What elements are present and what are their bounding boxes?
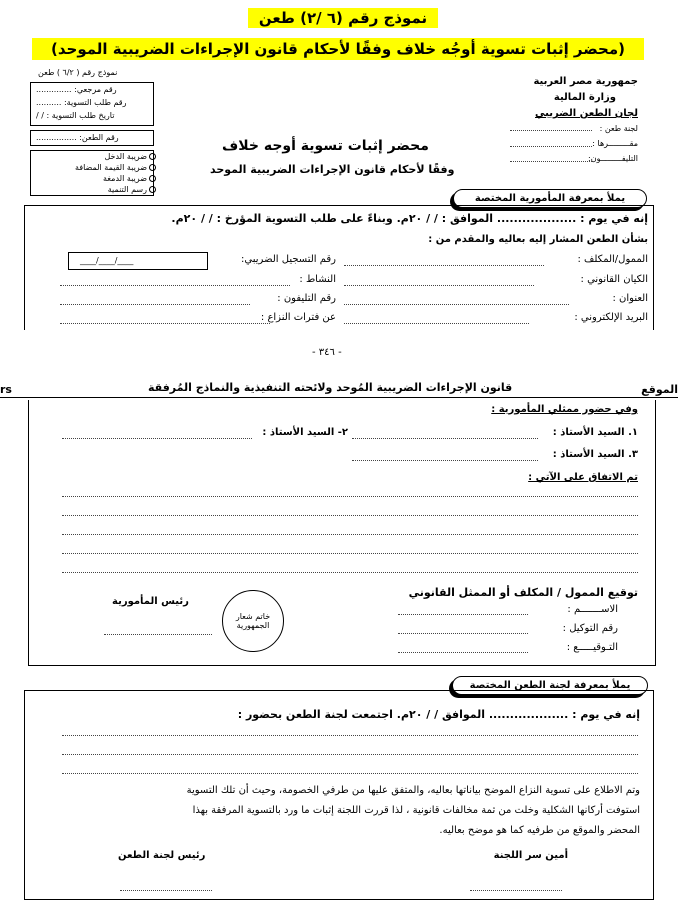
name-line[interactable]: [398, 614, 528, 615]
appeal-number: رقم الطعن: ................: [36, 133, 119, 142]
form-subtitle: (محضر إثبات تسوية أوجُه خلاف وفقًا لأحكام قانون الإجراءات الضريبية الموحد): [32, 38, 644, 60]
republic-seal: خاتم شعار الجمهورية: [222, 590, 284, 652]
decision-paragraph-3: المحضر والموقع من طرفيه كما هو موضح بعاليه.: [439, 825, 640, 836]
reference-number: رقم مرجعي: ..............: [36, 85, 117, 94]
name-label: الاســـــــم :: [567, 604, 618, 615]
chair-label: رئيس لجنة الطعن: [118, 850, 206, 861]
agreed-label: تم الاتفاق على الآتي :: [528, 472, 638, 483]
tax-reg-value: ____/____/____: [80, 256, 134, 265]
tax-stamp[interactable]: ضريبة الدمغة: [103, 174, 156, 183]
section3-line1: إنه في يوم : ................... الموافق / / ٢٠م. اجتمعت لجنة الطعن بحضور :: [237, 708, 640, 721]
section1-line1: إنه في يوم : ................... الموافق : / / ٢٠م. وبناءً على طلب التسوية المؤرخ : / / ٢٠م.: [171, 212, 648, 225]
hq-label: مقـــــــــرها :: [592, 139, 638, 148]
running-header-left: rs: [0, 383, 12, 396]
secretary-label: أمين سر اللجنة: [493, 850, 568, 861]
legal-entity-label: الكيان القانوني :: [580, 274, 648, 285]
activity-label: النشاط :: [299, 274, 336, 285]
main-title: محضر إثبات تسوية أوجه خلاف: [222, 138, 429, 154]
settlement-request-date: تاريخ طلب التسوية : / /: [36, 111, 115, 120]
small-form-number: نموذج رقم ( ٦/٢ ) طعن: [38, 68, 118, 77]
address-line[interactable]: [344, 304, 569, 305]
committee-line-2[interactable]: [62, 754, 638, 755]
committees-name: لجان الطعن الضريبي: [535, 108, 638, 119]
running-header-rule: [0, 397, 678, 398]
radio-icon[interactable]: [149, 153, 156, 160]
section3-tab: يملأ بمعرفة لجنة الطعن المختصة: [452, 676, 648, 695]
radio-icon[interactable]: [149, 186, 156, 193]
phone-line: [510, 161, 592, 162]
agreement-line-2[interactable]: [62, 515, 638, 516]
attendance-label: وفي حضور ممثلي المأمورية :: [491, 404, 638, 415]
activity-line[interactable]: [60, 285, 290, 286]
republic-name: جمهورية مصر العربية: [533, 76, 638, 87]
mr1-line[interactable]: [352, 438, 538, 439]
agreement-line-3[interactable]: [62, 534, 638, 535]
dispute-periods-label: عن فترات النزاع :: [260, 312, 336, 323]
running-header-center: قانون الإجراءات الضريبية المُوحد ولائحته التنفيذية والنماذج المُرفقة: [148, 381, 513, 394]
section1-tab: يملأ بمعرفة المأمورية المختصة: [453, 189, 647, 208]
power-no-line[interactable]: [398, 633, 528, 634]
committee-line: [510, 130, 592, 131]
tax-reg-label: رقم التسجيل الضريبي:: [241, 254, 336, 265]
mr1-label: ١. السيد الأستاذ :: [552, 427, 638, 438]
ministry-name: وزارة المالية: [553, 92, 616, 103]
legal-entity-line[interactable]: [344, 285, 534, 286]
mr3-label: ٣. السيد الأستاذ :: [552, 449, 638, 460]
mr3-line[interactable]: [352, 460, 538, 461]
signature-line[interactable]: [398, 652, 528, 653]
section1-line2: بشأن الطعن المشار إليه بعاليه والمقدم من :: [428, 234, 648, 245]
tax-income[interactable]: ضريبة الدخل: [104, 152, 156, 161]
signature-label: التـوقيـــــع :: [566, 642, 618, 653]
email-line[interactable]: [344, 323, 529, 324]
mr2-label: ٢- السيد الأستاذ :: [262, 427, 348, 438]
office-head-label: رئيس المأمورية: [112, 596, 189, 607]
secretary-line[interactable]: [470, 890, 562, 891]
agreement-line-1[interactable]: [62, 496, 638, 497]
phone-label: التليفـــــــــون:: [588, 154, 638, 163]
signature-title: توقيع الممول / المكلف أو الممثل القانوني: [408, 586, 638, 599]
page-number: - ٣٤٦ -: [312, 347, 342, 358]
phone-number-line[interactable]: [60, 304, 250, 305]
power-no-label: رقم التوكيل :: [562, 623, 618, 634]
tax-vat[interactable]: ضريبة القيمة المضافة: [75, 163, 156, 172]
taxpayer-label: الممول/المكلف :: [577, 254, 648, 265]
radio-icon[interactable]: [149, 164, 156, 171]
committee-label: لجنة طعن :: [599, 124, 638, 133]
committee-line-3[interactable]: [62, 773, 638, 774]
form-title: نموذج رقم (٦ /٢) طعن: [248, 8, 438, 28]
radio-icon[interactable]: [149, 175, 156, 182]
hq-line: [510, 146, 592, 147]
phone-number-label: رقم التليفون :: [277, 293, 336, 304]
dispute-periods-line[interactable]: [60, 323, 270, 324]
taxpayer-line[interactable]: [344, 265, 544, 266]
decision-paragraph-1: وتم الاطلاع على تسوية النزاع الموضح بياناتها بعاليه، والمتفق عليها من طرفي الخصومة، وحيث أن تلك التسوية: [186, 785, 640, 796]
address-label: العنوان :: [612, 293, 648, 304]
office-head-line[interactable]: [104, 634, 212, 635]
agreement-line-5[interactable]: [62, 572, 638, 573]
chair-line[interactable]: [120, 890, 212, 891]
main-subtitle: وفقًا لأحكام قانون الإجراءات الضريبية الموحد: [210, 163, 455, 176]
decision-paragraph-2: استوفت أركانها الشكلية وخلت من ثمة مخالفات قانونية ، لذا قررت اللجنة إثبات ما ورد بالتسوية المرفقة بهذا: [192, 805, 640, 816]
running-header-right: الموقع: [641, 383, 678, 396]
settlement-request-number: رقم طلب التسوية: ..........: [36, 98, 127, 107]
tax-development[interactable]: رسم التنمية: [108, 185, 156, 194]
mr2-line[interactable]: [62, 438, 252, 439]
email-label: البريد الإلكتروني :: [574, 312, 648, 323]
committee-line-1[interactable]: [62, 735, 638, 736]
agreement-line-4[interactable]: [62, 553, 638, 554]
